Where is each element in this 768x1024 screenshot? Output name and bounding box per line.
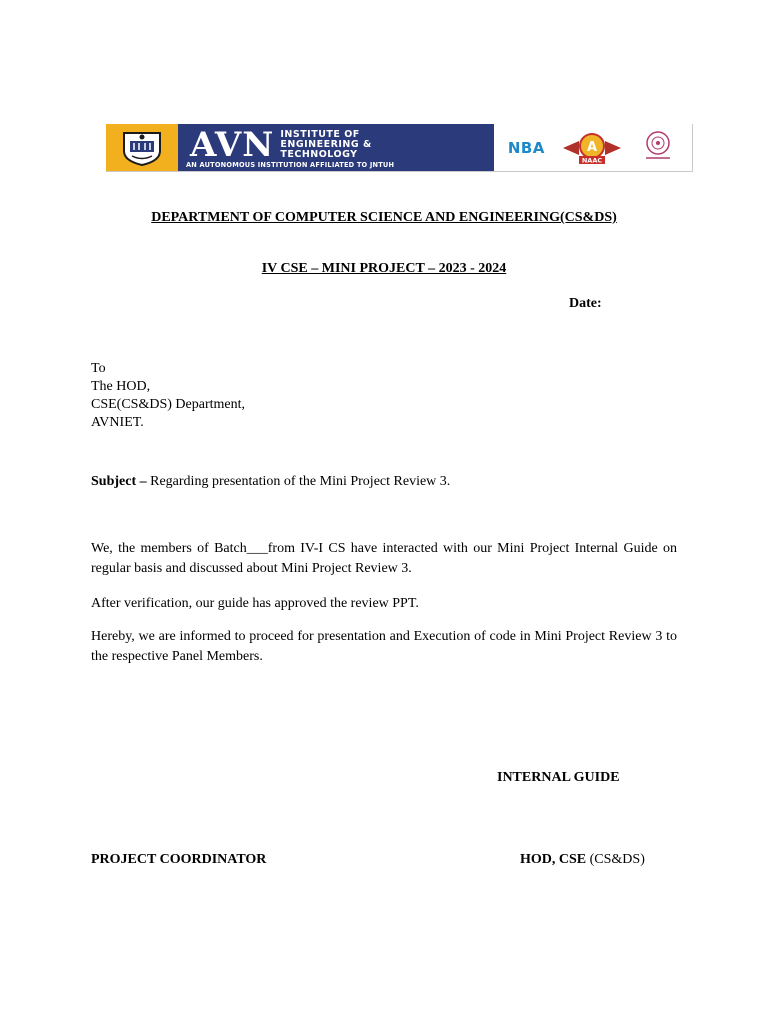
institute-banner — [106, 124, 693, 172]
address-line: The HOD, — [91, 379, 151, 394]
naac-logo — [561, 131, 623, 165]
institute-line: ENGINEERING & — [280, 139, 372, 150]
body-paragraph: Hereby, we are informed to proceed for presentation and Execution of code in Mini Project Review 3 to the respective Panel Members. — [91, 629, 677, 664]
address-line: CSE(CS&DS) Department, — [91, 397, 245, 412]
department-heading: DEPARTMENT OF COMPUTER SCIENCE AND ENGINEERING(CS&DS) — [151, 210, 617, 225]
hod-signature — [520, 852, 645, 868]
body-paragraph: After verification, our guide has approved the review PPT. — [91, 596, 419, 611]
accreditation-logos — [494, 124, 692, 171]
institute-tagline: AN AUTONOMOUS INSTITUTION AFFILIATED TO JNTUH — [186, 161, 395, 169]
project-heading: IV CSE – MINI PROJECT – 2023 - 2024 — [261, 261, 507, 276]
subject-text: Regarding presentation of the Mini Project Review 3. — [146, 474, 451, 489]
hod-title: HOD, CSE — [520, 852, 587, 867]
recipient-address — [91, 360, 245, 432]
banner-brand-panel — [106, 124, 494, 171]
subject-line — [91, 474, 450, 490]
subject-label: Subject – — [91, 474, 147, 489]
address-line: AVNIET. — [91, 415, 144, 430]
institute-line: INSTITUTE OF — [280, 129, 360, 140]
college-crest-icon — [106, 124, 178, 171]
project-coordinator-signature: PROJECT COORDINATOR — [91, 852, 267, 867]
institute-line: TECHNOLOGY — [280, 149, 358, 160]
institute-full-name — [280, 130, 371, 160]
naac-label: NAAC — [581, 156, 602, 164]
date-label: Date: — [569, 296, 602, 311]
address-line: To — [91, 361, 106, 376]
university-seal-icon — [638, 128, 678, 167]
hod-department: (CS&DS) — [586, 852, 645, 867]
institute-name — [190, 127, 372, 163]
nba-logo: NBA — [507, 138, 545, 157]
internal-guide-signature: INTERNAL GUIDE — [497, 770, 620, 785]
naac-grade: A — [586, 139, 597, 155]
brand-name: AVN — [190, 125, 275, 165]
body-paragraph: We, the members of Batch___from IV-I CS have interacted with our Mini Project Internal Guide on regular basis and discussed about Mini Project Review 3. — [91, 541, 677, 576]
